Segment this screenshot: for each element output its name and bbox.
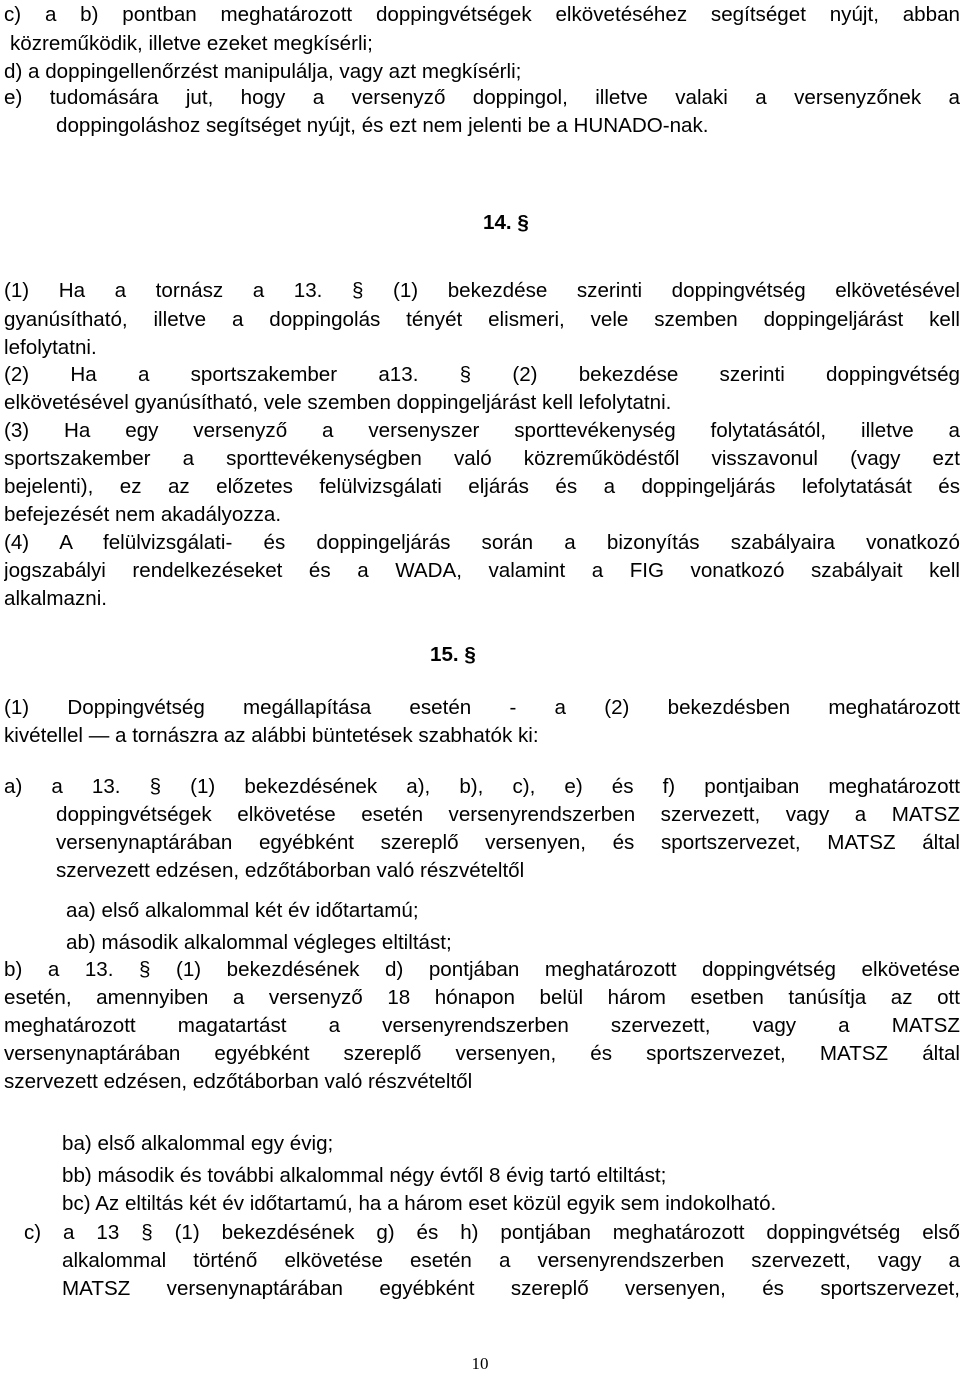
section-14-line: bejelenti), ez az előzetes felülvizsgálati eljárás és a doppingeljárás lefolytatását és — [4, 475, 960, 498]
section-15-line: kivétellel — a tornászra az alábbi büntetések szabhatók ki: — [4, 724, 539, 747]
section-14-line: (2) Ha a sportszakember a13. § (2) bekezdése szerinti doppingvétség — [4, 363, 960, 386]
section-14-heading: 14. § — [483, 211, 529, 234]
section-15-line: ab) második alkalommal végleges eltiltást; — [66, 931, 452, 954]
section-15-line: b) a 13. § (1) bekezdésének d) pontjában meghatározott doppingvétség elkövetése — [4, 958, 960, 981]
section-15-line: MATSZ versenynaptárában egyébként szereplő versenyen, és sportszervezet, — [62, 1277, 960, 1300]
section-14-line: sportszakember a sporttevékenységben való közreműködéstől visszavonul (vagy ezt — [4, 447, 960, 470]
section-15-line: ba) első alkalommal egy évig; — [62, 1132, 334, 1155]
section-15-line: aa) első alkalommal két év időtartamú; — [66, 899, 419, 922]
section-15-line: bb) második és további alkalommal négy évtől 8 évig tartó eltiltást; — [62, 1164, 667, 1187]
section-14-line: elkövetésével gyanúsítható, vele szemben doppingeljárást kell lefolytatni. — [4, 391, 672, 414]
section-14-line: (4) A felülvizsgálati- és doppingeljárás során a bizonyítás szabályaira vonatkozó — [4, 531, 960, 554]
section-14-line: jogszabályi rendelkezéseket és a WADA, valamint a FIG vonatkozó szabályait kell — [4, 559, 960, 582]
intro-line: e) tudomására jut, hogy a versenyző doppingol, illetve valaki a versenyzőnek a — [4, 86, 960, 109]
intro-line: d) a doppingellenőrzést manipulálja, vagy azt megkísérli; — [4, 60, 522, 83]
section-15-line: a) a 13. § (1) bekezdésének a), b), c), e) és f) pontjaiban meghatározott — [4, 775, 960, 798]
section-15-line: szervezett edzésen, edzőtáborban való részvételtől — [4, 1070, 473, 1093]
section-15-line: szervezett edzésen, edzőtáborban való részvételtől — [56, 859, 525, 882]
section-15-line: c) a 13 § (1) bekezdésének g) és h) pontjában meghatározott doppingvétség első — [24, 1221, 960, 1244]
section-15-line: meghatározott magatartást a versenyrendszerben szervezett, vagy a MATSZ — [4, 1014, 960, 1037]
intro-line: doppingoláshoz segítséget nyújt, és ezt nem jelenti be a HUNADO-nak. — [56, 114, 709, 137]
section-15-line: esetén, amennyiben a versenyző 18 hónapon belül három esetben tanúsítja az ott — [4, 986, 960, 1009]
section-14-line: alkalmazni. — [4, 587, 108, 610]
section-15-line: bc) Az eltiltás két év időtartamú, ha a három eset közül egyik sem indokolható. — [62, 1192, 777, 1215]
page-number: 10 — [471, 1354, 489, 1373]
section-15-heading: 15. § — [430, 643, 476, 666]
section-15-line: versenynaptárában egyébként szereplő versenyen, és sportszervezet, MATSZ által — [56, 831, 960, 854]
section-15-line: (1) Doppingvétség megállapítása esetén - a (2) bekezdésben meghatározott — [4, 696, 960, 719]
section-14-line: lefolytatni. — [4, 336, 97, 359]
section-14-line: (3) Ha egy versenyző a versenyszer sporttevékenység folytatásától, illetve a — [4, 419, 960, 442]
section-15-line: versenynaptárában egyébként szereplő versenyen, és sportszervezet, MATSZ által — [4, 1042, 960, 1065]
section-15-line: alkalommal történő elkövetése esetén a versenyrendszerben szervezett, vagy a — [62, 1249, 960, 1272]
section-14-line: gyanúsítható, illetve a doppingolás tényét elismeri, vele szemben doppingeljárást kell — [4, 308, 960, 331]
section-15-line: doppingvétségek elkövetése esetén versenyrendszerben szervezett, vagy a MATSZ — [56, 803, 960, 826]
section-14-line: (1) Ha a tornász a 13. § (1) bekezdése szerinti doppingvétség elkövetésével — [4, 279, 960, 302]
intro-line: c) a b) pontban meghatározott doppingvétségek elkövetéséhez segítséget nyújt, abban — [4, 3, 960, 26]
intro-line: közreműködik, illetve ezeket megkísérli; — [10, 32, 373, 55]
section-14-line: befejezését nem akadályozza. — [4, 503, 282, 526]
